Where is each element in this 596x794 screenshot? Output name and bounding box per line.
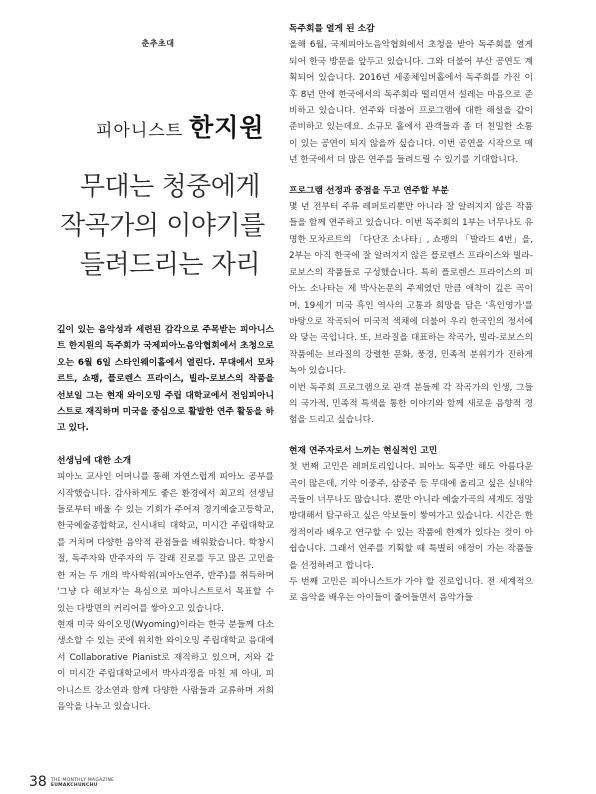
magazine-name-line2: EUMAKCHUNCHU [50, 783, 98, 788]
body-paragraph: 첫 번째 고민은 레퍼토리입니다. 피아노 독주만 해도 아름다운 곡이 많은데, 기악 이중주, 삼중주 등 무대에 올리고 싶은 실내악 곡들이 너무나도 많습니다. 뿐만 아니라 예술가곡의 세계도 정말 방대해서 탐구하고 싶은 악보들이 쌓여가고 있습니다. 시간은 한정적이라 배우고 연구할 수 있는 작품에 한계가 있다는 것이 아쉽습니다. 그래서 연주를 기획할 때 특별히 애정이 가는 작품들을 선정하려고 합니다. [289, 462, 533, 571]
headline-line: 들려드리는 자리 [79, 250, 260, 280]
magazine-name-line1: THE MONTHLY MAGAZINE [50, 778, 115, 783]
body-paragraph: 피아노 교사인 어머니를 통해 자연스럽게 피아노 공부를 시작했습니다. 감사하게도 좋은 환경에서 최고의 선생님들로부터 배울 수 있는 기회가 주어져 경기예술고등학교, 한국예술종합학교, 신시내티 대학교, 미시간 주립대학교를 거치며 다양한 음악적 관점들을 배워왔습니다. 학창시절, 독주자와 반주자의 두 갈래 진로를 두고 많은 고민을 한 저는 두 개의 박사학위(피아노연주, 반주)를 취득하며 '그냥 다 해보자'는 욕심으로 피아니스트로서 목표할 수 있는 다방면의 커리어를 쌓아오고 있습니다. [57, 472, 274, 614]
title-name: 한지원 [189, 113, 265, 142]
magazine-name [51, 778, 115, 789]
page-footer [29, 775, 114, 789]
body-paragraph: 이번 독주회 프로그램으로 관객 분들께 각 작곡가의 인생, 그들의 국가적, 민족적 특색을 통한 이야기와 함께 새로운 음향적 경험을 드리고 싶습니다. [289, 382, 533, 426]
title-prefix: 피아니스트 [96, 121, 184, 141]
headline-quote [60, 168, 265, 285]
section-heading: 독주회를 열게 된 소감 [289, 24, 375, 34]
body-paragraph: 현재 미국 와이오밍(Wyoming)이라는 한국 분들께 다소 생소할 수 있는 곳에 위치한 와이오밍 주립대학교 음대에서 Collaborative Pianist로 재직하고 있으며, 저와 같이 미시간 주립대학교에서 박사과정을 마친 제 아내, 피아니스트 강소연과 함께 다양한 사람들과 교류하며 저희 음악을 나누고 있습니다. [57, 619, 274, 712]
section-heading: 현재 연주자로서 느끼는 현실적인 고민 [289, 445, 438, 456]
article-title [96, 108, 265, 144]
headline-line: 무대는 청중에게 [79, 172, 260, 202]
body-paragraph: 두 번째 고민은 피아니스트가 가야 할 진로입니다. 전 세계적으로 음악을 배우는 아이들이 줄어들면서 음악가들 [289, 577, 533, 604]
headline-line: 작곡가의 이야기를 [60, 211, 265, 241]
section-heading: 프로그램 선정과 중점을 두고 연주할 부분 [289, 185, 449, 196]
right-column [289, 21, 533, 607]
section-heading: 선생님에 대한 소개 [57, 455, 132, 466]
section-tag: 춘추초대 [141, 39, 175, 48]
body-paragraph: 몇 년 전부터 주류 레퍼토리뿐만 아니라 잘 알려지지 않은 작품들을 함께 연주하고 있습니다. 이번 독주회의 1부는 너무나도 유명한 모차르트의 「다단조 소나타」, 쇼팽의 「발라드 4번」을, 2부는 아직 한국에 잘 알려지지 않은 플로렌스 프라이스와 빌라-로보스의 작품들로 구성했습니다. 특히 플로렌스 프라이스의 피아노 소나타는 제 박사논문의 주제였던 만큼 애착이 깊은 곡이며, 19세기 미국 흑인 역사의 고통과 희망을 담은 '흑인영가'를 바탕으로 작곡되어 미국적 색채에 더불어 우리 한국인의 정서에 와 닿는 곡입니다. 또, 브라질을 대표하는 작곡가, 빌라-로보스의 작품에는 브라질의 강렬한 문화, 풍경, 민족적 분위기가 진하게 녹아 있습니다. [289, 202, 533, 377]
body-paragraph: 올해 6월, 국제피아노음악협회에서 초청을 받아 독주회를 열게 되어 한국 방문을 앞두고 있습니다. 그와 더불어 부산 공연도 계획되어 있습니다. 2016년 세종체임버홀에서 독주회를 가진 이후 8년 만에 한국에서의 독주회라 떨리면서 설레는 마음으로 준비하고 있습니다. 연주와 더불어 프로그램에 대한 해설을 같이 준비하고 있는데요. 소규모 홀에서 관객들과 좀 더 친밀한 소통이 있는 공연이 되지 않을까 싶습니다. 이번 공연을 시작으로 매년 한국에서 더 많은 연주를 들려드릴 수 있기를 기대합니다. [289, 40, 533, 166]
page-number: 38 [29, 774, 47, 790]
intro-paragraph: 깊이 있는 음악성과 세련된 감각으로 주목받는 피아니스트 한지원의 독주회가 국제피아노음악협회에서 초청으로 오는 6월 6일 스타인웨이홀에서 열린다. 무대에서 모차르트, 쇼팽, 플로렌스 프라이스, 빌라-로보스의 작품을 선보일 그는 현재 와이오밍 주립 대학교에서 전임피아니스트로 재직하며 미국을 중심으로 활발한 연주 활동을 하고 있다. [57, 325, 274, 434]
left-column [57, 322, 274, 715]
